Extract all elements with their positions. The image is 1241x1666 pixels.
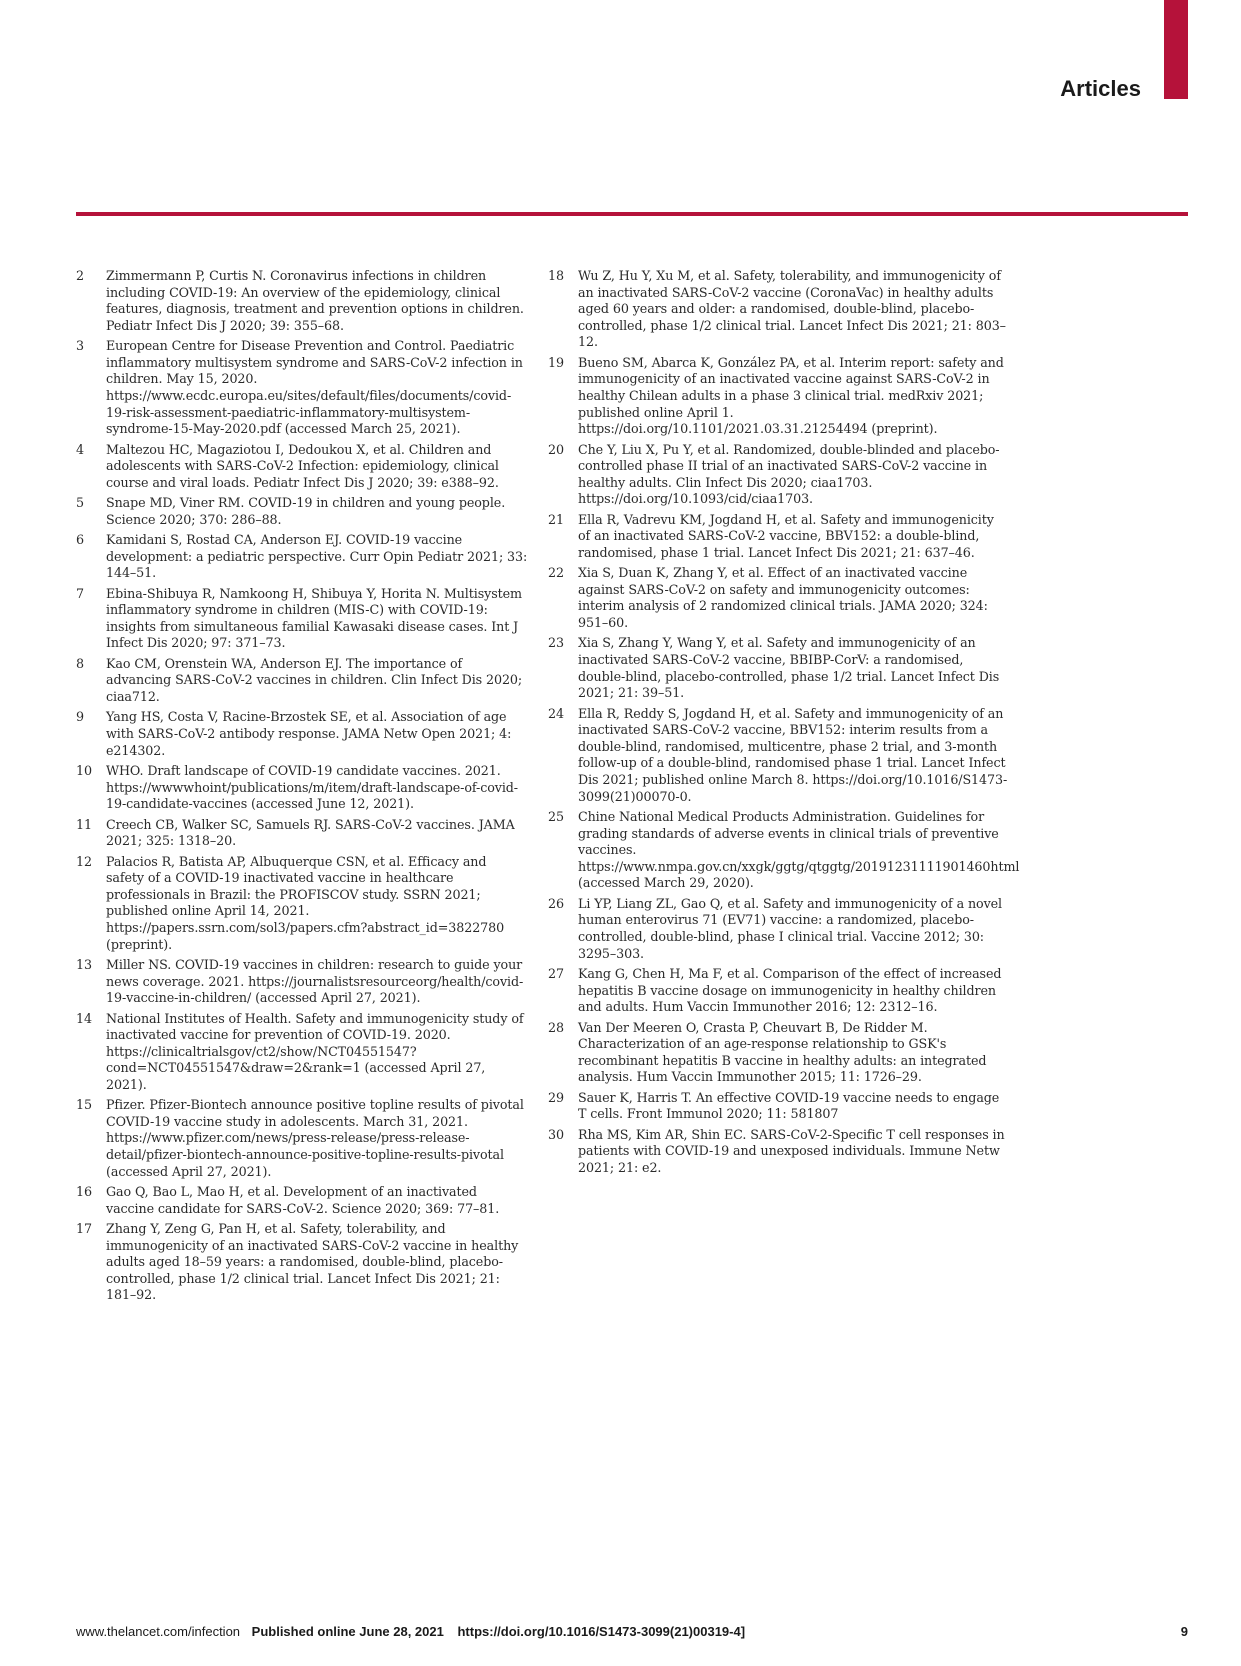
reference-text: Kang G, Chen H, Ma F, et al. Comparison of the effect of increased hepatitis B vaccine dosage on immunogenicity in healthy children and adults. Hum Vaccin Immunother 2016; 12: 2312–16.	[578, 965, 1002, 1015]
reference-number: 26	[548, 895, 564, 911]
reference-number: 12	[76, 853, 92, 869]
reference-item	[76, 957, 528, 1007]
reference-number: 9	[76, 709, 84, 725]
reference-text: Rha MS, Kim AR, Shin EC. SARS-CoV-2-Specific T cell responses in patients with COVID-19 and unexposed individuals. Immune Netw 2021; 21: e2.	[578, 1126, 1005, 1175]
reference-text: Sauer K, Harris T. An effective COVID-19 vaccine needs to engage T cells. Front Immunol 2020; 11: 581807	[578, 1089, 1000, 1122]
reference-number: 20	[548, 441, 564, 457]
reference-item	[76, 656, 528, 706]
reference-number: 13	[76, 956, 92, 972]
reference-number: 8	[76, 655, 84, 671]
reference-number: 15	[76, 1097, 92, 1113]
reference-item	[76, 854, 528, 954]
reference-item	[76, 586, 528, 652]
reference-text: Bueno SM, Abarca K, González PA, et al. Interim report: safety and immunogenicity of an inactivated vaccine against SARS-CoV-2 in healthy Chilean adults in a phase 3 clinical trial. medRxiv 2021; published online April 1. https://doi.org/10.1101/2021.03.31.21254494 (preprint).	[578, 354, 1004, 437]
reference-item	[548, 1020, 1008, 1086]
reference-text: Ebina-Shibuya R, Namkoong H, Shibuya Y, Horita N. Multisystem inflammatory syndrome in children (MIS-C) with COVID-19: insights from simultaneous familial Kawasaki disease cases. Int J Infect Dis 2020; 97: 371–73.	[106, 585, 522, 651]
reference-number: 5	[76, 495, 84, 511]
reference-number: 28	[548, 1019, 564, 1035]
section-color-tab	[1164, 0, 1188, 99]
reference-number: 24	[548, 705, 564, 721]
reference-item	[76, 268, 528, 334]
reference-number: 16	[76, 1184, 92, 1200]
reference-text: Kao CM, Orenstein WA, Anderson EJ. The importance of advancing SARS-CoV-2 vaccines in children. Clin Infect Dis 2020; ciaa712.	[106, 655, 523, 705]
reference-number: 10	[76, 763, 92, 778]
page-footer	[76, 1624, 1188, 1639]
reference-item	[548, 565, 1008, 631]
reference-number: 17	[76, 1221, 92, 1237]
reference-item	[76, 338, 528, 438]
reference-text: Chine National Medical Products Administration. Guidelines for grading standards of adverse events in clinical trials of preventive vaccines. https://www.nmpa.gov.cn/xxgk/ggtg/qtggtg/20191231111901460html (accessed March 29, 2020).	[578, 808, 1020, 891]
reference-item	[76, 1097, 528, 1180]
reference-text: Creech CB, Walker SC, Samuels RJ. SARS-CoV-2 vaccines. JAMA 2021; 325: 1318–20.	[106, 816, 515, 849]
reference-item	[548, 706, 1008, 806]
footer-site-link[interactable]: www.thelancet.com/infection	[76, 1624, 241, 1639]
reference-number: 29	[548, 1089, 564, 1105]
reference-number: 4	[76, 441, 84, 457]
reference-number: 7	[76, 585, 84, 601]
reference-item	[76, 1221, 528, 1304]
reference-text: Xia S, Zhang Y, Wang Y, et al. Safety and immunogenicity of an inactivated SARS-CoV-2 vaccine, BBIBP-CorV: a randomised, double-blind, placebo-controlled, phase 1/2 trial. Lancet Infect Dis 2021; 21: 39–51.	[578, 635, 1000, 701]
reference-text: European Centre for Disease Prevention and Control. Paediatric inflammatory multisystem syndrome and SARS-CoV-2 infection in children. May 15, 2020. https://www.ecdc.europa.eu/sites/default/files/documents/covid-19-risk-assessment-paediatric-inflammatory-multisystem-syndrome-15-May-2020.pdf (accessed March 25, 2021).	[106, 338, 523, 437]
reference-item	[548, 512, 1008, 562]
reference-item	[76, 532, 528, 582]
reference-text: Ella R, Vadrevu KM, Jogdand H, et al. Safety and immunogenicity of an inactivated SARS-CoV-2 vaccine, BBV152: a double-blind, randomised, phase 1 trial. Lancet Infect Dis 2021; 21: 637–46.	[578, 511, 994, 560]
reference-item	[548, 808, 1020, 892]
reference-text: Xia S, Duan K, Zhang Y, et al. Effect of an inactivated vaccine against SARS-CoV-2 on safety and immunogenicity outcomes: interim analysis of 2 randomized clinical trials. JAMA 2020; 324: 951–60.	[578, 565, 988, 631]
footer-published-date: Published online June 28, 2021	[251, 1624, 444, 1639]
reference-item	[76, 1184, 528, 1217]
reference-number: 18	[548, 268, 564, 283]
header-rule	[76, 212, 1188, 216]
reference-item	[548, 442, 1008, 508]
reference-item	[548, 966, 1008, 1016]
reference-text: Snape MD, Viner RM. COVID-19 in children and young people. Science 2020; 370: 286–88.	[106, 495, 506, 527]
reference-text: Li YP, Liang ZL, Gao Q, et al. Safety and immunogenicity of a novel human enterovirus 71 (EV71) vaccine: a randomized, placebo-controlled, double-blind, phase I clinical trial. Vaccine 2012; 30: 3295–303.	[578, 895, 1003, 961]
reference-text: Kamidani S, Rostad CA, Anderson EJ. COVID-19 vaccine development: a pediatric perspective. Curr Opin Pediatr 2021; 33: 144–51.	[106, 532, 528, 581]
reference-number: 22	[548, 565, 564, 581]
reference-item	[76, 1011, 528, 1094]
reference-number: 14	[76, 1010, 92, 1026]
reference-text: Zhang Y, Zeng G, Pan H, et al. Safety, tolerability, and immunogenicity of an inactivated SARS-CoV-2 vaccine in healthy adults aged 18–59 years: a randomised, double-blind, placebo-controlled, phase 1/2 clinical trial. Lancet Infect Dis 2021; 21: 181–92.	[106, 1221, 519, 1303]
reference-number: 21	[548, 511, 564, 527]
page-number: 9	[1180, 1624, 1188, 1639]
reference-item	[76, 495, 528, 528]
reference-text: Wu Z, Hu Y, Xu M, et al. Safety, tolerability, and immunogenicity of an inactivated SARS-CoV-2 vaccine (CoronaVac) in healthy adults aged 60 years and older: a randomised, double-blind, placebo-controlled, phase 1/2 clinical trial. Lancet Infect Dis 2021; 21: 803–12.	[578, 268, 1006, 350]
references-column-right	[548, 268, 1020, 1180]
reference-item	[548, 1090, 1008, 1123]
reference-text: Yang HS, Costa V, Racine-Brzostek SE, et al. Association of age with SARS-CoV-2 antibody response. JAMA Netw Open 2021; 4: e214302.	[106, 709, 512, 758]
reference-item	[548, 268, 1008, 351]
reference-number: 3	[76, 338, 84, 354]
references-column-left	[76, 268, 528, 1308]
reference-number: 23	[548, 635, 564, 651]
reference-text: Gao Q, Bao L, Mao H, et al. Development of an inactivated vaccine candidate for SARS-CoV-2. Science 2020; 369: 77–81.	[106, 1184, 500, 1216]
footer-doi-link[interactable]: https://doi.org/10.1016/S1473-3099(21)00319-4]	[457, 1624, 746, 1639]
reference-item	[548, 1127, 1008, 1177]
reference-text: Maltezou HC, Magaziotou I, Dedoukou X, et al. Children and adolescents with SARS-CoV-2 Infection: epidemiology, clinical course and viral loads. Pediatr Infect Dis J 2020; 39: e388–92.	[106, 441, 499, 490]
reference-text: Pfizer. Pfizer-Biontech announce positive topline results of pivotal COVID-19 vaccine study in adolescents. March 31, 2021. https://www.pfizer.com/news/press-release/press-release-detail/pfizer-biontech-announce-positive-topline-results-pivotal (accessed April 27, 2021).	[106, 1097, 524, 1179]
reference-number: 11	[76, 816, 92, 832]
reference-number: 30	[548, 1126, 564, 1142]
reference-number: 2	[76, 268, 84, 283]
reference-item	[548, 896, 1008, 962]
reference-number: 25	[548, 808, 564, 824]
reference-item	[76, 442, 528, 492]
reference-number: 19	[548, 354, 564, 370]
reference-number: 27	[548, 965, 564, 981]
reference-text: Che Y, Liu X, Pu Y, et al. Randomized, double-blinded and placebo-controlled phase II trial of an inactivated SARS-CoV-2 vaccine in healthy adults. Clin Infect Dis 2020; ciaa1703. https://doi.org/10.1093/cid/ciaa1703.	[578, 441, 1000, 507]
reference-item	[76, 817, 528, 850]
reference-text: Ella R, Reddy S, Jogdand H, et al. Safety and immunogenicity of an inactivated SARS-CoV-2 vaccine, BBV152: interim results from a double-blind, randomised, multicentre, phase 2 trial, and 3-month follow-up of a double-blind, randomised phase 1 trial. Lancet Infect Dis 2021; published online March 8. https://doi.org/10.1016/S1473-3099(21)00070-0.	[578, 705, 1008, 804]
reference-item	[548, 635, 1008, 701]
reference-item	[76, 709, 528, 759]
reference-text: Zimmermann P, Curtis N. Coronavirus infections in children including COVID-19: An overview of the epidemiology, clinical features, diagnosis, treatment and prevention options in children. Pediatr Infect Dis J 2020; 39: 355–68.	[106, 268, 524, 333]
reference-text: Van Der Meeren O, Crasta P, Cheuvart B, De Ridder M. Characterization of an age-response relationship to GSK's recombinant hepatitis B vaccine in healthy adults: an integrated analysis. Hum Vaccin Immunother 2015; 11: 1726–29.	[578, 1019, 987, 1085]
reference-text: Miller NS. COVID-19 vaccines in children: research to guide your news coverage. 2021. https://journalistsresourceorg/health/covid-19-vaccine-in-children/ (accessed April 27, 2021).	[106, 956, 524, 1006]
reference-number: 6	[76, 532, 84, 548]
reference-text: Palacios R, Batista AP, Albuquerque CSN, et al. Efficacy and safety of a COVID-19 inactivated vaccine in healthcare professionals in Brazil: the PROFISCOV study. SSRN 2021; published online April 14, 2021. https://papers.ssrn.com/sol3/papers.cfm?abstract_id=3822780 (preprint).	[106, 853, 505, 952]
section-title: Articles	[1060, 76, 1141, 101]
reference-item	[548, 355, 1008, 438]
reference-text: WHO. Draft landscape of COVID-19 candidate vaccines. 2021. https://wwwwhoint/publications/m/item/draft-landscape-of-covid-19-candidate-vaccines (accessed June 12, 2021).	[106, 763, 518, 812]
reference-text: National Institutes of Health. Safety and immunogenicity study of inactivated vaccine for prevention of COVID-19. 2020. https://clinicaltrialsgov/ct2/show/NCT04551547?cond=NCT04551547&draw=2&rank=1 (accessed April 27, 2021).	[106, 1010, 524, 1092]
reference-item	[76, 763, 528, 813]
